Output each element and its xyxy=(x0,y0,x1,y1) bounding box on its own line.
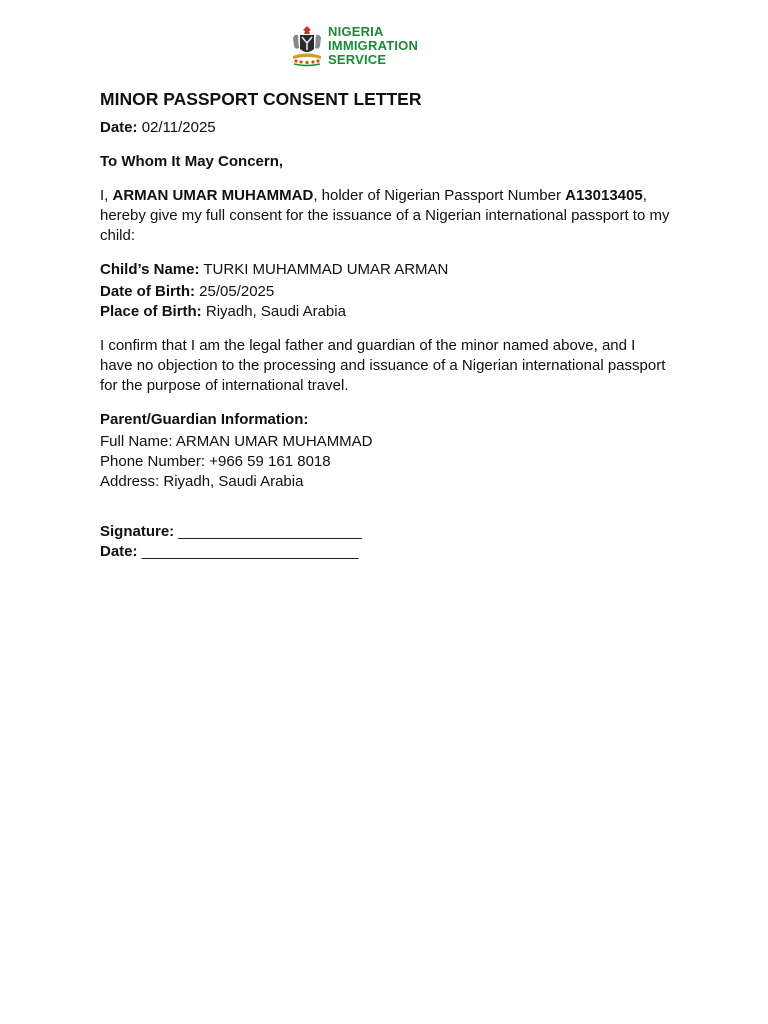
child-name-label: Child’s Name: xyxy=(100,261,200,278)
sign-date-label: Date: xyxy=(100,543,138,560)
child-pob-label: Place of Birth: xyxy=(100,303,202,320)
logo-line-1: NIGERIA xyxy=(328,24,384,39)
signature-row xyxy=(100,522,670,542)
intro-middle: , holder of Nigerian Passport Number xyxy=(313,187,566,204)
child-name-value: TURKI MUHAMMAD UMAR ARMAN xyxy=(203,261,449,278)
intro-suffix: , hereby give my full consent for the issuance of a Nigerian international passport to my child: xyxy=(100,187,670,244)
child-dob-value: 25/05/2025 xyxy=(199,283,275,300)
letter-date xyxy=(100,118,670,138)
intro-paragraph xyxy=(100,186,670,246)
confirmation-paragraph: I confirm that I am the legal father and guardian of the minor named above, and I have no objection to the processing and issuance of a Nigerian international passport for the purpose of international travel. xyxy=(100,337,666,394)
sign-date-line: __________________________ xyxy=(141,543,359,560)
child-dob-row xyxy=(100,282,670,302)
logo-line-3: SERVICE xyxy=(328,52,387,67)
coat-of-arms-icon xyxy=(290,24,324,68)
intro-prefix: I, xyxy=(100,187,113,204)
signature-label: Signature: xyxy=(100,523,175,540)
child-dob-label: Date of Birth: xyxy=(100,283,195,300)
nis-logo xyxy=(290,24,418,68)
sign-date-row xyxy=(100,542,670,562)
date-label: Date: xyxy=(100,119,138,136)
guardian-heading: Parent/Guardian Information: xyxy=(100,411,309,428)
letter-body xyxy=(100,88,670,562)
date-value: 02/11/2025 xyxy=(141,119,216,136)
signature-line: ______________________ xyxy=(178,523,362,540)
page-title: MINOR PASSPORT CONSENT LETTER xyxy=(100,89,422,109)
guardian-phone: Phone Number: +966 59 161 8018 xyxy=(100,453,331,470)
salutation: To Whom It May Concern, xyxy=(100,153,284,170)
logo-line-2: IMMIGRATION xyxy=(328,38,419,53)
child-pob-row xyxy=(100,302,670,322)
signature-block xyxy=(100,522,670,562)
child-pob-value: Riyadh, Saudi Arabia xyxy=(205,303,346,320)
logo-text xyxy=(328,25,418,67)
parent-name: ARMAN UMAR MUHAMMAD xyxy=(112,187,314,204)
passport-number: A13013405 xyxy=(565,187,643,204)
guardian-full-name: Full Name: ARMAN UMAR MUHAMMAD xyxy=(100,433,373,450)
guardian-address: Address: Riyadh, Saudi Arabia xyxy=(100,473,304,490)
child-name-row xyxy=(100,260,670,280)
